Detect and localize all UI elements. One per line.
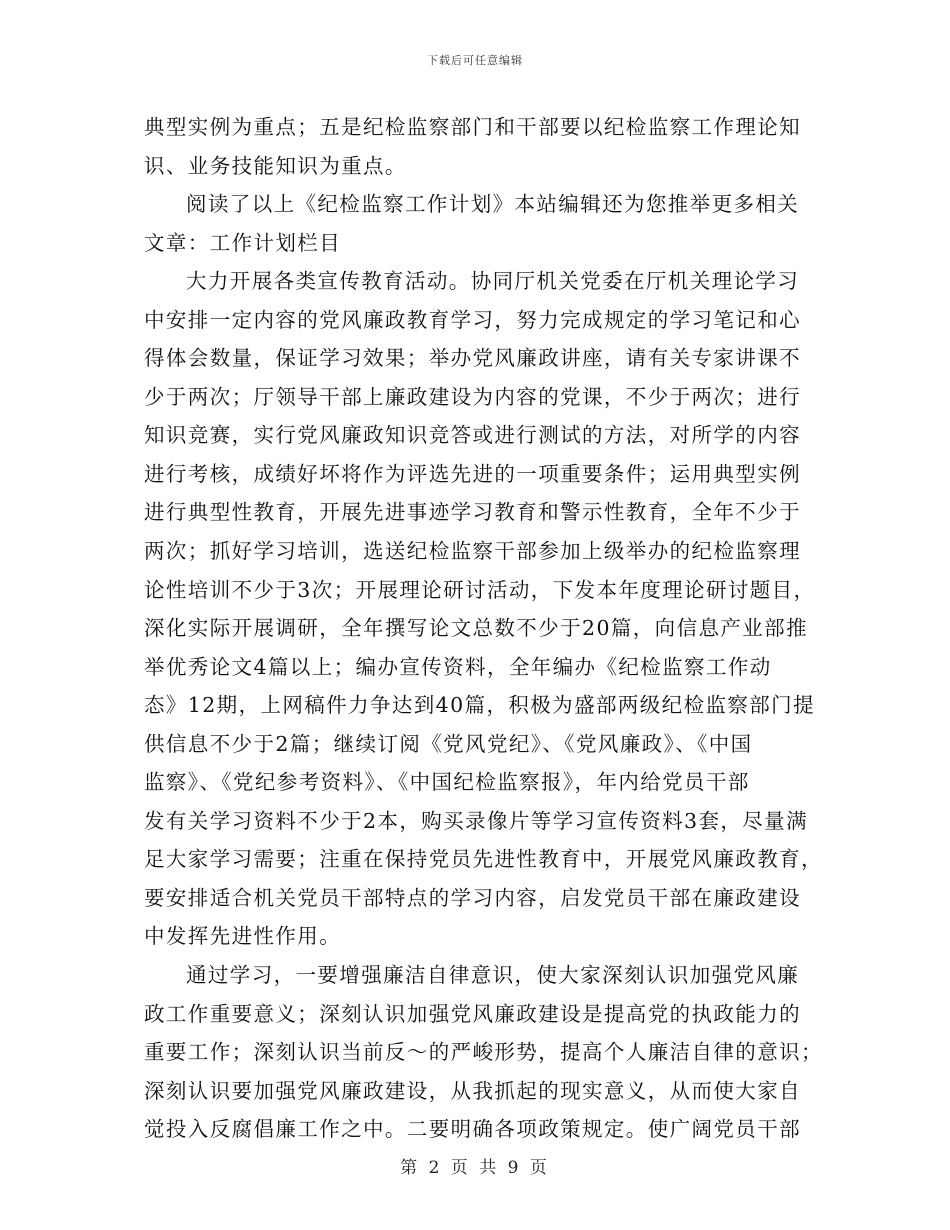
text-line: 文章：工作计划栏目 (144, 230, 342, 255)
text-line: 监察》、《党纪参考资料》、《中国纪检监察报》，年内给党员干部 (144, 770, 750, 795)
text-line: 供信息不少于2篇；继续订阅《党风党纪》、《党风廉政》、《中国 (144, 731, 753, 756)
text-line: 阅读了以上《纪检监察工作计划》本站编辑还为您推举更多相关 (186, 192, 800, 217)
text-line: 中发挥先进性作用。 (144, 924, 342, 949)
text-line: 态》12期，上网稿件力争达到40篇，积极为盛部两级纪检监察部门提 (144, 693, 815, 718)
text-line: 政工作重要意义；深刻认识加强党风廉政建设是提高党的执政能力的 (144, 1001, 801, 1026)
text-line: 得体会数量，保证学习效果；举办党风廉政讲座，请有关专家讲课不 (144, 346, 801, 371)
paragraph-4 (144, 956, 823, 1149)
paragraph-3 (144, 262, 823, 956)
page-header: 下载后可任意编辑 (427, 54, 523, 67)
text-line: 要安排适合机关党员干部特点的学习内容，启发党员干部在廉政建设 (144, 885, 801, 910)
text-line: 典型实例为重点；五是纪检监察部门和干部要以纪检监察工作理论知 (144, 115, 801, 139)
text-line: 足大家学习需要；注重在保持党员先进性教育中，开展党风廉政教育， (144, 847, 823, 872)
text-line: 发有关学习资料不少于2本，购买录像片等学习宣传资料3套，尽量满 (144, 808, 808, 833)
text-line: 论性培训不少于3次；开展理论研讨活动，下发本年度理论研讨题目， (144, 577, 816, 602)
paragraph-1 (144, 108, 812, 185)
document-body (144, 108, 823, 1149)
text-line: 进行考核，成绩好坏将作为评选先进的一项重要条件；运用典型实例 (144, 461, 801, 486)
page-number-footer: 第 2 页 共 9 页 (400, 1158, 550, 1178)
text-line: 两次；抓好学习培训，选送纪检监察干部参加上级举办的纪检监察理 (144, 539, 801, 564)
text-line: 大力开展各类宣传教育活动。协同厅机关党委在厅机关理论学习 (186, 269, 800, 294)
text-line: 进行典型性教育，开展先进事迹学习教育和警示性教育，全年不少于 (144, 500, 801, 525)
text-line: 中安排一定内容的党风廉政教育学习，努力完成规定的学习笔记和心 (144, 307, 801, 332)
text-line: 深化实际开展调研，全年撰写论文总数不少于20篇，向信息产业部推 (144, 616, 808, 641)
text-line: 少于两次；厅领导干部上廉政建设为内容的党课，不少于两次；进行 (144, 384, 801, 409)
paragraph-2 (144, 185, 812, 262)
text-line: 觉投入反腐倡廉工作之中。二要明确各项政策规定。使广阔党员干部 (144, 1117, 801, 1142)
text-line: 知识竞赛，实行党风廉政知识竞答或进行测试的方法，对所学的内容 (144, 423, 801, 448)
text-line: 通过学习，一要增强廉洁自律意识，使大家深刻认识加强党风廉 (186, 963, 800, 988)
text-line: 识、业务技能知识为重点。 (144, 153, 407, 178)
text-line: 重要工作；深刻认识当前反～的严峻形势，提高个人廉洁自律的意识； (144, 1040, 823, 1065)
text-line: 举优秀论文4篇以上；编办宣传资料，全年编办《纪检监察工作动 (144, 654, 772, 679)
text-line: 深刻认识要加强党风廉政建设，从我抓起的现实意义，从而使大家自 (144, 1078, 801, 1103)
